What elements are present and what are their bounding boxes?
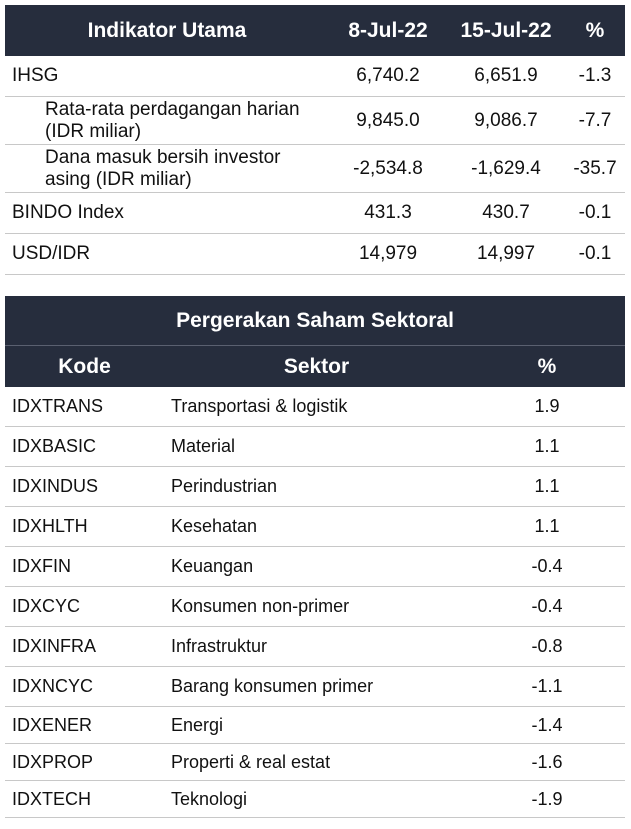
sector-percent: -1.6 [469,744,625,781]
main-indicators-table [5,5,625,275]
value-date-1: 431.3 [329,193,447,234]
table-row [5,427,625,467]
value-date-1: -2,534.8 [329,145,447,193]
table-row [5,234,625,275]
table-row [5,507,625,547]
sector-name: Kesehatan [164,507,469,547]
value-date-2: 9,086.7 [447,97,565,145]
table-row [5,56,625,97]
indicator-name: Rata-rata perdagangan harian (IDR miliar) [5,97,329,145]
value-date-1: 14,979 [329,234,447,275]
header-percent: % [565,5,625,56]
sector-percent: -0.4 [469,587,625,627]
table-row [5,193,625,234]
table-row [5,627,625,667]
value-date-2: -1,629.4 [447,145,565,193]
header-sector: Sektor [164,346,469,388]
value-date-1: 6,740.2 [329,56,447,97]
sector-name: Infrastruktur [164,627,469,667]
sector-code: IDXFIN [5,547,164,587]
table-row [5,587,625,627]
header-percent: % [469,346,625,388]
indicator-name: IHSG [5,56,329,97]
sector-code: IDXTRANS [5,387,164,427]
sector-name: Perindustrian [164,467,469,507]
indicator-name: Dana masuk bersih investor asing (IDR miliar) [5,145,329,193]
value-date-2: 6,651.9 [447,56,565,97]
value-date-2: 14,997 [447,234,565,275]
sector-name: Properti & real estat [164,744,469,781]
sector-code: IDXPROP [5,744,164,781]
value-percent: -1.3 [565,56,625,97]
sector-name: Teknologi [164,781,469,818]
table-row [5,145,625,193]
sector-name: Material [164,427,469,467]
header-date-1: 8-Jul-22 [329,5,447,56]
header-date-2: 15-Jul-22 [447,5,565,56]
table-row [5,781,625,818]
sector-percent: 1.1 [469,507,625,547]
sector-code: IDXBASIC [5,427,164,467]
sector-movement-table [5,296,625,818]
header-indicator: Indikator Utama [5,5,329,56]
sector-percent: 1.1 [469,427,625,467]
sector-title-row [5,296,625,346]
sector-code: IDXINFRA [5,627,164,667]
sector-percent: 1.9 [469,387,625,427]
table-row [5,667,625,707]
table-row [5,97,625,145]
sector-percent: 1.1 [469,467,625,507]
value-date-1: 9,845.0 [329,97,447,145]
sector-percent: -0.8 [469,627,625,667]
indicator-name: USD/IDR [5,234,329,275]
sector-percent: -1.9 [469,781,625,818]
sector-percent: -1.1 [469,667,625,707]
table-row [5,744,625,781]
sector-code: IDXCYC [5,587,164,627]
sector-code: IDXNCYC [5,667,164,707]
sector-name: Transportasi & logistik [164,387,469,427]
sector-name: Konsumen non-primer [164,587,469,627]
sector-code: IDXHLTH [5,507,164,547]
table-row [5,547,625,587]
indicator-name: BINDO Index [5,193,329,234]
table-row [5,707,625,744]
sector-percent: -0.4 [469,547,625,587]
value-percent: -35.7 [565,145,625,193]
sector-header-row [5,346,625,388]
header-code: Kode [5,346,164,388]
value-percent: -7.7 [565,97,625,145]
value-percent: -0.1 [565,234,625,275]
sector-code: IDXENER [5,707,164,744]
sector-name: Keuangan [164,547,469,587]
table-row [5,467,625,507]
sector-code: IDXTECH [5,781,164,818]
indicators-header-row [5,5,625,56]
sector-name: Barang konsumen primer [164,667,469,707]
sector-code: IDXINDUS [5,467,164,507]
table-row [5,387,625,427]
value-percent: -0.1 [565,193,625,234]
sector-percent: -1.4 [469,707,625,744]
value-date-2: 430.7 [447,193,565,234]
sector-table-title: Pergerakan Saham Sektoral [5,296,625,346]
sector-name: Energi [164,707,469,744]
